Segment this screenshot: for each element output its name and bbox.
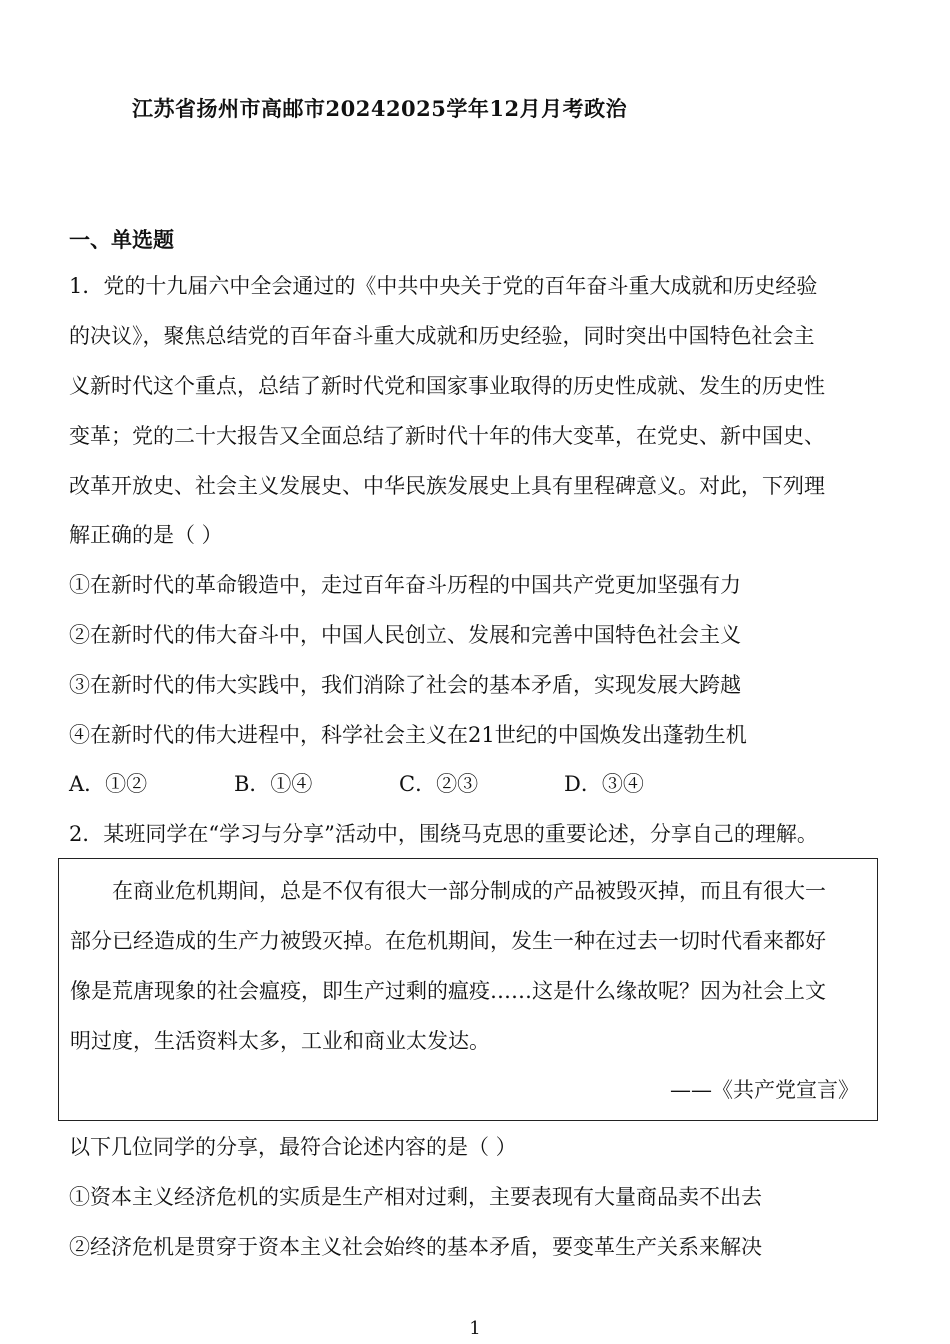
quote-line-2: 部分已经造成的生产力被毁灭掉。在危机期间，发生一种在过去一切时代看来都好 [70, 929, 826, 953]
q2-question: 以下几位同学的分享，最符合论述内容的是（ ） [69, 1135, 517, 1159]
q1-stem-line-3: 义新时代这个重点，总结了新时代党和国家事业取得的历史性成就、发生的历史性 [69, 374, 825, 398]
document-title: 江苏省扬州市高邮市20242025学年12月月考政治 [132, 96, 628, 121]
quote-line-3: 像是荒唐现象的社会瘟疫，即生产过剩的瘟疫……这是什么缘故呢？因为社会上文 [70, 979, 826, 1003]
q1-statement-1: ①在新时代的革命锻造中，走过百年奋斗历程的中国共产党更加坚强有力 [69, 573, 741, 597]
q2-statement-2: ②经济危机是贯穿于资本主义社会始终的基本矛盾，要变革生产关系来解决 [69, 1235, 762, 1259]
quote-box [58, 858, 878, 1121]
page-number: 1 [469, 1318, 481, 1339]
section-heading: 一、单选题 [69, 227, 174, 252]
q1-option-c[interactable]: C．②③ [399, 772, 479, 796]
q2-stem: 2．某班同学在“学习与分享”活动中，围绕马克思的重要论述，分享自己的理解。 [69, 822, 818, 846]
q1-option-b[interactable]: B．①④ [234, 772, 313, 796]
q1-option-d[interactable]: D．③④ [564, 772, 644, 796]
q1-stem-line-6: 解正确的是（ ） [69, 523, 223, 547]
quote-line-4: 明过度，生活资料太多，工业和商业太发达。 [70, 1029, 490, 1053]
q1-option-a[interactable]: A．①② [69, 772, 148, 796]
q1-stem-line-1: 1．党的十九届六中全会通过的《中共中央关于党的百年奋斗重大成就和历史经验 [69, 274, 818, 298]
q1-statement-3: ③在新时代的伟大实践中，我们消除了社会的基本矛盾，实现发展大跨越 [69, 673, 741, 697]
q1-statement-4: ④在新时代的伟大进程中，科学社会主义在21世纪的中国焕发出蓬勃生机 [69, 723, 747, 747]
q1-stem-line-4: 变革；党的二十大报告又全面总结了新时代十年的伟大变革，在党史、新中国史、 [69, 424, 825, 448]
q2-statement-1: ①资本主义经济危机的实质是生产相对过剩，主要表现有大量商品卖不出去 [69, 1185, 762, 1209]
q1-stem-line-5: 改革开放史、社会主义发展史、中华民族发展史上具有里程碑意义。对此，下列理 [69, 474, 825, 498]
q1-stem-line-2: 的决议》，聚焦总结党的百年奋斗重大成就和历史经验，同时突出中国特色社会主 [69, 324, 815, 348]
quote-line-1: 在商业危机期间，总是不仅有很大一部分制成的产品被毁灭掉，而且有很大一 [112, 879, 826, 903]
q1-statement-2: ②在新时代的伟大奋斗中，中国人民创立、发展和完善中国特色社会主义 [69, 623, 741, 647]
quote-source: ——《共产党宣言》 [670, 1078, 859, 1102]
